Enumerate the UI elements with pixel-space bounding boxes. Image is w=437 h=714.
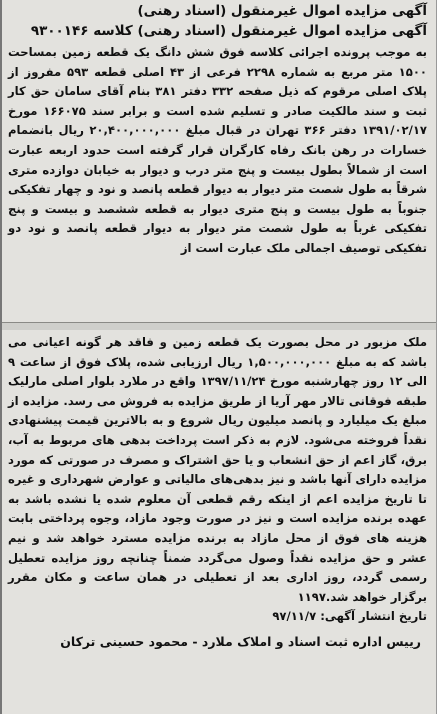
notice-title-2: آگهی مزایده اموال غیرمنقول (اسناد رهنی) کلاسه ۹۳۰۰۱۴۶: [30, 23, 427, 39]
column-break: [2, 322, 436, 330]
notice-paragraph-2: ملک مزبور در محل بصورت یک قطعه زمین و فاقد هر گونه اعیانی می باشد که به مبلغ ۱,۵۰۰,۰۰۰,۰۰۰ ریال ارزیابی شده، پلاک فوق از ساعت ۹ الی ۱۲ روز چهارشنبه مورخ ۱۳۹۷/۱۱/۲۴ واقع در ملارد بلوار اصلی مارلیک طبقه فوقانی تالار مهر آریا از طریق مزایده به فروش می رسد. مزایده از مبلغ یک میلیارد و پانصد میلیون ریال شروع و به بالاترین قیمت پیشنهادی نقداً فروخته می‌شود. لازم به ذکر است پرداخت بدهی های مربوط به آب، برق، گاز اعم از حق انشعاب و یا حق اشتراک و مصرف در صورتی که مورد مزایده دارای آنها باشد و نیز بدهی‌های مالیاتی و عوارض شهرداری و غیره تا تاریخ مزایده اعم از اینکه رقم قطعی آن معلوم شده یا نشده باشد به عهده برنده مزایده است و نیز در صورت وجود مازاد، وجوه پرداختی بابت هزینه های فوق از محل مازاد به برنده مزایده مسترد خواهد شد و نیم عشر و حق مزایده نقداً وصول می‌گردد ضمناً چنانچه روز مزایده تعطیل رسمی گردد، روز اداری بعد از تعطیلی در همان ساعت و مکان مقرر برگزار خواهد شد.۱۱۹۷: [8, 335, 427, 604]
column-divider: [2, 322, 436, 323]
notice-paragraph-1: به موجب پرونده اجرائی کلاسه فوق شش دانگ یک قطعه زمین بمساحت ۱۵۰۰ متر مربع به شماره ۲۲۹۸ فرعی از ۴۳ اصلی قطعه ۵۹۳ مفروز از پلاک اصلی مرقوم که ذیل صفحه ۳۳۲ دفتر ۳۸۱ بنام آقای سامان حق کار ثبت و سند مالکیت صادر و تسلیم شده است و برابر سند ۱۶۶۰۷۵ مورخ ۱۳۹۱/۰۲/۱۷ دفتر ۳۶۶ تهران در قبال مبلغ ۲۰,۴۰۰,۰۰۰,۰۰۰ ریال بانضمام خسارات در رهن بانک رفاه کارگران قرار گرفته است حدود اربعه عبارت است از شمالاً بطول بیست و پنج متر درب و دیوار به خیابان دوازده متری شرقاً به طول شصت متر دیوار به دیوار قطعه پانصد و نود و چهار تفکیکی جنوباً به طول بیست و پنج متری دیوار به قطعه ششصد و بیست و پنج تفکیکی غرباً به طول شصت متر دیوار به دیوار قطعه پانصد و نود دو تفکیکی توصیف اجمالی ملک عبارت است از: [8, 45, 428, 255]
notice-title-1: آگهی مزایده اموال غیرمنقول (اسناد رهنی): [137, 3, 427, 19]
notice-bottom-block: [2, 331, 436, 653]
notice-top-block: [2, 0, 436, 259]
notice-signature: رییس اداره ثبت اسناد و املاک ملارد - محمود حسینی ترکان: [60, 634, 421, 650]
publish-date: تاریخ انتشار آگهی: ۹۷/۱۱/۷: [272, 609, 427, 624]
